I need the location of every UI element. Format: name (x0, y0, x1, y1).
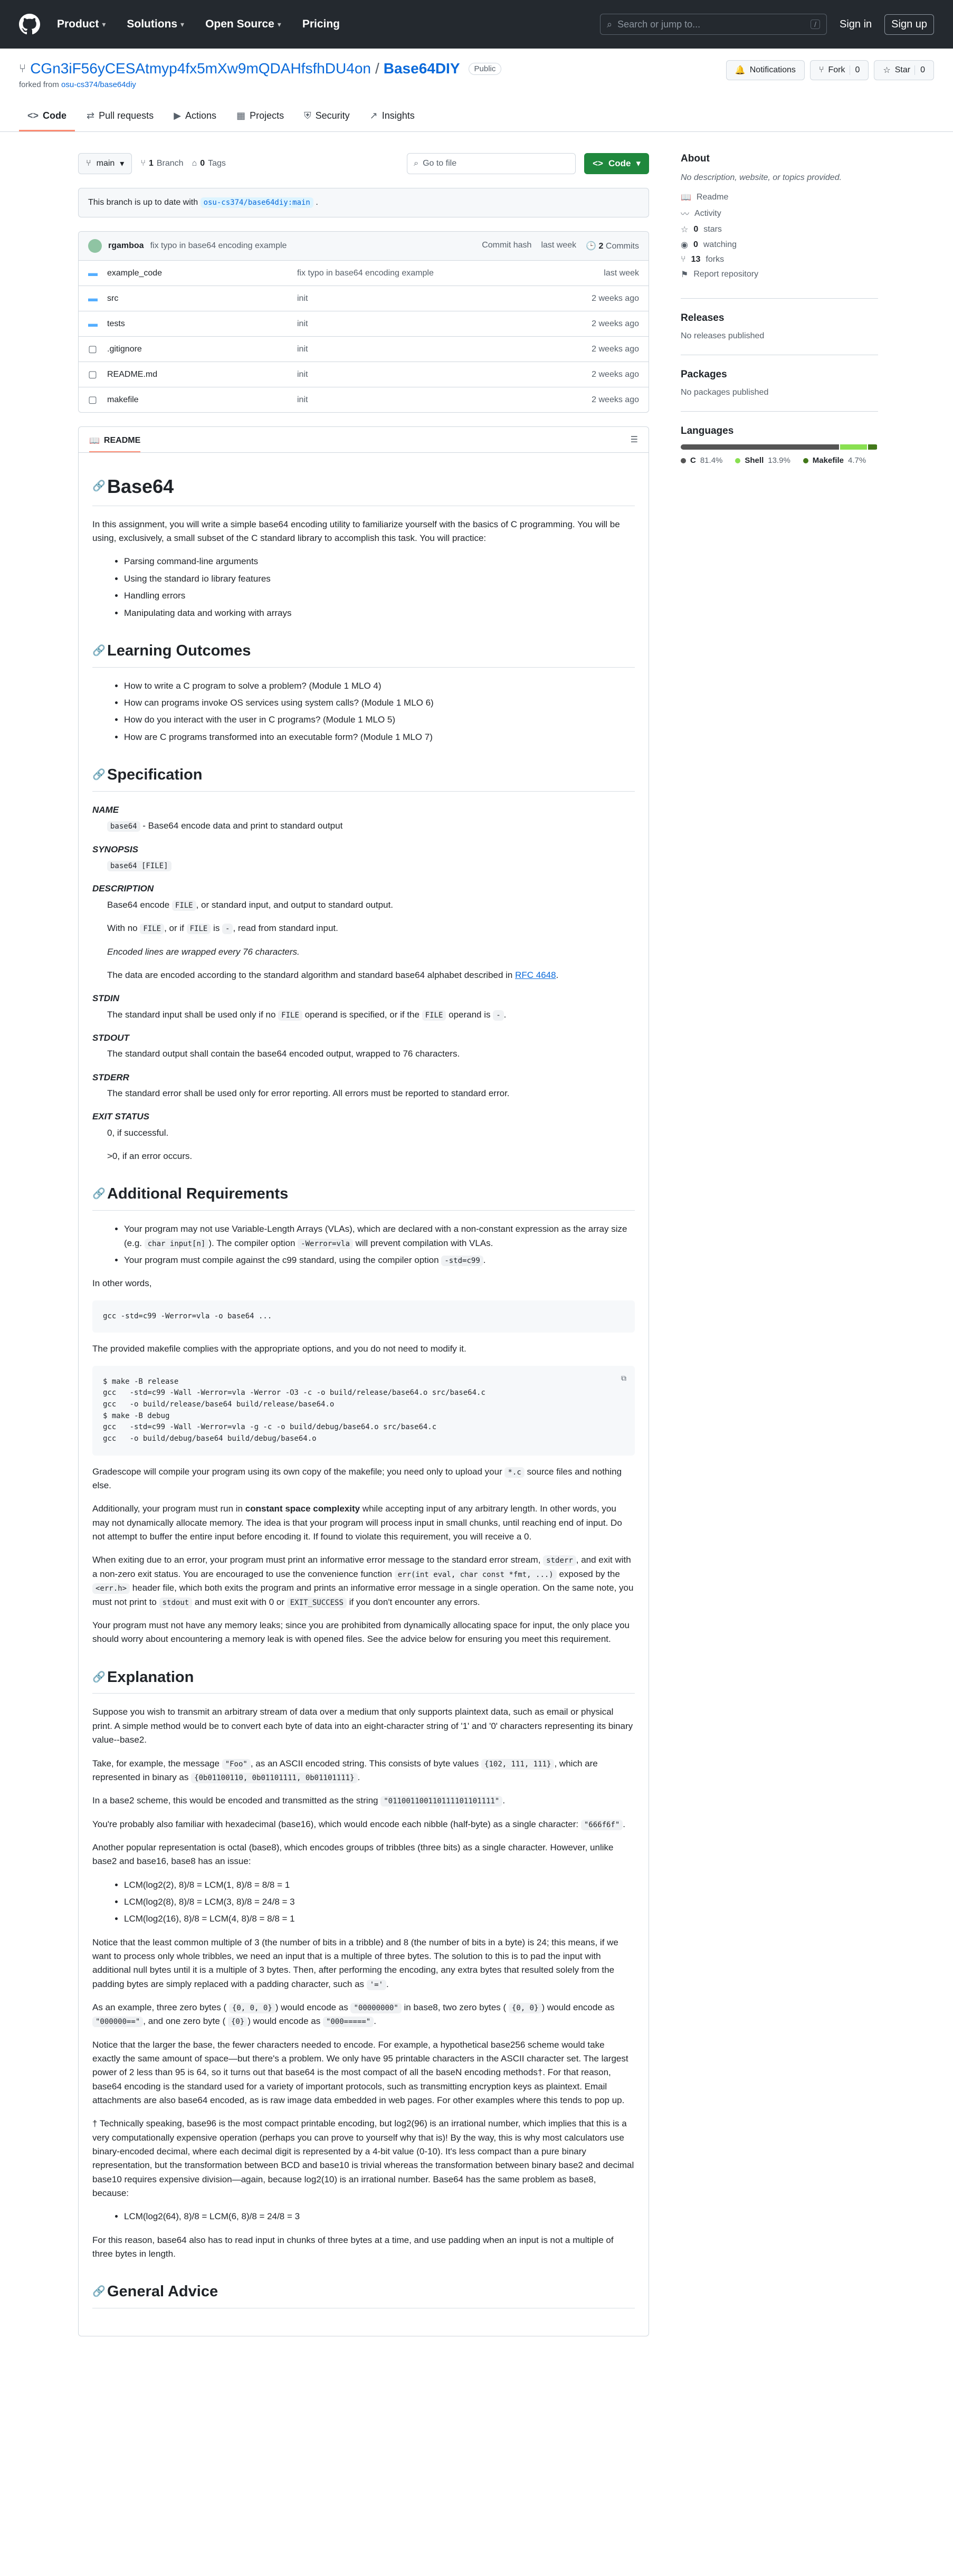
tags-link[interactable]: ⌂ 0 Tags (192, 159, 226, 168)
main-column (78, 153, 649, 2336)
branch-select-button[interactable]: ⑂ main ▾ (78, 153, 132, 174)
header-right (600, 14, 934, 35)
explanation-p5: Another popular representation is octal (base8), which encodes groups of tribbles (three bits) as a single character. However, unlike base2 and base16, base8 has an issue: (92, 1842, 614, 1867)
other-words-text: In other words, (92, 1278, 152, 1289)
visibility-badge: Public (469, 63, 502, 75)
list-item: • Using the standard io library features (124, 572, 635, 586)
commit-meta (482, 241, 639, 251)
readme-link[interactable]: 📖 Readme (681, 193, 729, 203)
spec-description-heading: DESCRIPTION (92, 883, 154, 894)
fork-button[interactable]: ⑂ Fork 0 (810, 60, 869, 80)
file-commit-message[interactable]: init (297, 319, 308, 328)
link-icon[interactable]: 🔗 (92, 2286, 106, 2298)
list-item: • How do you interact with the user in C programs? (Module 1 MLO 5) (124, 713, 635, 727)
about-heading: About (681, 153, 710, 164)
link-icon[interactable]: 🔗 (92, 644, 106, 657)
readme-header (79, 427, 649, 453)
spec-exit-heading: EXIT STATUS (92, 1111, 149, 1122)
commit-hash[interactable]: Commit hash (482, 241, 532, 250)
compile-command-block: gcc -std=c99 -Werror=vla -o base64 ... (92, 1300, 635, 1333)
language-name: C (690, 456, 696, 465)
list-item: • LCM(log2(64), 8)/8 = LCM(6, 8)/8 = 24/8 = 3 (124, 2210, 635, 2223)
list-item: • LCM(log2(8), 8)/8 = LCM(3, 8)/8 = 24/8 = 3 (124, 1895, 635, 1909)
error-handling-paragraph: When exiting due to an error, your program must print an informative error message to the standard error stream, stderr , and exit with a non-zero exit status. You are encouraged to use the convenience function err(int eval, char const *fmt, ...) exposed by the <err.h> header file, which both exits the program and prints an informative error message in a single operation. On the same note, you must not print to stdout and must exit with 0 or EXIT_SUCCESS if you don't encounter any errors. (92, 1555, 634, 1607)
nav-open-source[interactable]: Open Source ▾ (205, 18, 281, 30)
makefile-note: The provided makefile complies with the appropriate options, and you do not need to modify it. (92, 1344, 466, 1354)
explanation-p2: Take, for example, the message "Foo" , as an ASCII encoded string. This consists of byte values {102, 111, 111} , which are represented in binary as {0b01100110, 0b01101111, 0b01101111} . (92, 1758, 598, 1782)
memory-leaks-paragraph: Your program must not have any memory leaks; since you are prohibited from dynamically allocating space for input, the only place you should worry about encountering a memory leak is with opened files. See the advice below for ensuring you meet this requirement. (92, 1620, 630, 1645)
tab-security[interactable]: ⛨ Security (304, 110, 350, 121)
file-row-readme[interactable] (79, 362, 649, 387)
requirements-list (92, 1222, 635, 1267)
lcm-list (92, 1878, 635, 1926)
global-nav (57, 18, 340, 31)
chevron-down-icon: ▾ (636, 158, 641, 168)
spec-synopsis-text: base64 [FILE] (92, 859, 635, 872)
spec-exit-2: >0, if an error occurs. (107, 1151, 193, 1161)
branch-status-banner: This branch is up to date with osu-cs374/base64diy:main . (78, 188, 649, 217)
chevron-down-icon: ▾ (180, 20, 185, 28)
forked-from-line: forked from osu-cs374/base64diy (19, 80, 136, 89)
language-dot-icon (803, 458, 808, 463)
link-icon[interactable]: 🔗 (92, 1671, 106, 1683)
practice-list (92, 555, 635, 620)
forked-from-link[interactable]: osu-cs374/base64diy (61, 80, 136, 89)
stars-link[interactable]: ☆ 0 stars (681, 225, 722, 235)
file-date: 2 weeks ago (592, 369, 639, 379)
spec-exit-1: 0, if successful. (107, 1127, 169, 1138)
file-icon: ▢ (88, 369, 98, 379)
link-icon[interactable]: 🔗 (92, 480, 106, 492)
file-date: 2 weeks ago (592, 293, 639, 303)
rfc-link[interactable]: RFC 4648 (515, 969, 556, 980)
languages-section (681, 425, 878, 479)
code-icon: <> (27, 110, 39, 121)
file-table (78, 231, 649, 413)
file-date: last week (604, 268, 639, 278)
book-icon: 📖 (89, 436, 100, 445)
sign-in-link[interactable]: Sign in (840, 18, 872, 30)
file-name[interactable]: tests (107, 319, 125, 328)
link-icon[interactable]: 🔗 (92, 1188, 106, 1200)
spec-stdout-heading: STDOUT (92, 1032, 129, 1043)
pull-request-icon: ⇄ (87, 110, 95, 121)
folder-icon: ▬ (88, 318, 98, 329)
file-commit-message[interactable]: init (297, 369, 308, 379)
section-heading-additional-requirements: 🔗 Additional Requirements (92, 1182, 635, 1211)
avatar[interactable] (88, 239, 102, 253)
readme-box (78, 426, 649, 2336)
section-heading-explanation: 🔗 Explanation (92, 1666, 635, 1694)
releases-section (681, 312, 878, 355)
releases-text: No releases published (681, 331, 765, 341)
spec-stdin-text: The standard input shall be used only if no FILE operand is specified, or if the FILE operand is - . (107, 1009, 507, 1020)
spec-stderr-heading: STDERR (92, 1072, 129, 1082)
tab-pull-requests[interactable]: ⇄ Pull requests (87, 110, 154, 121)
repo-fork-icon: ⑂ (19, 62, 26, 75)
watchers-link[interactable]: ◉ 0 watching (681, 240, 737, 250)
global-header (0, 0, 953, 49)
section-heading-learning-outcomes: 🔗 Learning Outcomes (92, 639, 635, 668)
spec-desc-4: The data are encoded according to the standard algorithm and standard base64 alphabet described in RFC 4648. (107, 969, 559, 980)
shield-icon: ⛨ (304, 110, 311, 121)
about-section (681, 153, 878, 299)
file-row-gitignore[interactable] (79, 337, 649, 362)
commit-age: last week (541, 241, 577, 250)
file-name[interactable]: .gitignore (107, 344, 142, 354)
list-item: • Handling errors (124, 589, 635, 603)
tag-icon: ⌂ (192, 159, 197, 168)
language-percent: 13.9% (768, 456, 790, 465)
language-dot-icon (681, 458, 686, 463)
list-item: • Parsing command-line arguments (124, 555, 635, 568)
lcm64-list (92, 2210, 635, 2223)
spec-stdout-text: The standard output shall contain the base64 encoded output, wrapped to 76 characters. (107, 1049, 460, 1059)
chevron-down-icon: ▾ (277, 20, 281, 28)
history-icon: 🕒 (586, 242, 597, 251)
readme-content (79, 453, 649, 2336)
tab-projects[interactable]: ▦ Projects (236, 110, 284, 121)
flag-icon: ⚑ (681, 270, 689, 280)
spec-name-heading: NAME (92, 805, 119, 815)
intro-paragraph: In this assignment, you will write a simple base64 encoding utility to familiarize yourself with the basics of C programming. You will be using, exclusively, a small subset of the C standard library to accomplish this task. You will practice: (92, 519, 620, 544)
repo-actions (726, 60, 934, 80)
fork-icon: ⑂ (818, 65, 824, 74)
file-commit-message[interactable]: init (297, 344, 308, 354)
language-bar-segment (840, 444, 867, 450)
branches-link[interactable]: ⑂ 1 Branch (140, 159, 184, 168)
explanation-p9: † Technically speaking, base96 is the most compact printable encoding, but log2(96) is an irrational number, which implies that this is a very computationally expensive operation (perhaps you can prove to yourself why that is)! By the way, this is why most calculators use binary-encoded decimal, where each decimal digit is represented by a 4-bit value (0-10). It's less compact than a pure binary representation, but the transformation between BCD and base10 is trivial whereas the transformation between binary base2 and decimal base10 requires expensive division—again, because log2(10) is an irrational number. Base64 has the same problem as base8, because: (92, 2118, 634, 2199)
list-item: • LCM(log2(16), 8)/8 = LCM(4, 8)/8 = 8/8 = 1 (124, 1912, 635, 1926)
fork-count: 0 (850, 65, 860, 75)
repo-title (19, 60, 501, 77)
language-percent: 81.4% (700, 456, 723, 465)
constant-space-paragraph: Additionally, your program must run in constant space complexity while accepting input of any arbitrary length. In other words, you may not dynamically allocate memory. The idea is that your program will process input in small chunks, until reaching end of input. Do not attempt to buffer the entire input before encoding it. If found to violate this requirement, you will receive a 0. (92, 1504, 622, 1542)
spec-stderr-text: The standard error shall be used only for error reporting. All errors must be reported to standard error. (107, 1088, 510, 1098)
folder-icon: ▬ (88, 293, 98, 303)
github-logo-icon[interactable] (19, 14, 40, 35)
language-name: Makefile (812, 456, 844, 465)
nav-solutions[interactable]: Solutions ▾ (127, 18, 185, 30)
graph-icon: ↗ (369, 110, 378, 121)
outline-list-icon[interactable]: ☰ (630, 435, 638, 444)
play-icon: ▶ (174, 110, 182, 121)
language-bar-segment (868, 444, 877, 450)
file-commit-message[interactable]: fix typo in base64 encoding example (297, 268, 434, 278)
fork-icon: ⑂ (681, 255, 686, 264)
repo-tabs (19, 105, 934, 131)
branch-icon: ⑂ (86, 159, 91, 168)
language-list (681, 456, 878, 465)
packages-section (681, 369, 878, 412)
tab-code[interactable]: <> Code (19, 105, 75, 131)
list-item: • How to write a C program to solve a problem? (Module 1 MLO 4) (124, 679, 635, 693)
section-heading-general-advice: 🔗 General Advice (92, 2280, 635, 2308)
file-row-tests[interactable] (79, 311, 649, 337)
repo-layout (0, 132, 953, 2336)
spec-desc-3: Encoded lines are wrapped every 76 characters. (107, 946, 300, 957)
about-description: No description, website, or topics provided. (681, 173, 842, 182)
file-commit-message[interactable]: init (297, 293, 308, 303)
spec-synopsis-heading: SYNOPSIS (92, 844, 138, 854)
search-placeholder: Search or jump to... (617, 18, 701, 30)
language-bar (681, 444, 878, 450)
search-shortcut-key: / (811, 20, 820, 29)
packages-text: No packages published (681, 388, 769, 397)
repo-path-separator: / (375, 60, 379, 77)
explanation-p3: In a base2 scheme, this would be encoded and transmitted as the string "011001100110111101101111" . (92, 1795, 506, 1806)
list-item: • Manipulating data and working with arrays (124, 606, 635, 620)
bell-icon: 🔔 (735, 66, 746, 75)
spec-name-text: base64 - Base64 encode data and print to standard output (92, 819, 635, 833)
nav-pricing[interactable]: Pricing (302, 18, 340, 30)
file-icon: ▢ (88, 394, 98, 405)
gradescope-paragraph: Gradescope will compile your program using its own copy of the makefile; you need only to upload your *.c source files and nothing else. (92, 1466, 622, 1491)
explanation-p7: As an example, three zero bytes ( {0, 0, 0} ) would encode as "00000000" in base8, two zero bytes ( {0, 0} ) would encode as "000000==" , and one zero byte ( {0} ) would encode as "000=====" . (92, 2002, 615, 2027)
spec-stdin-heading: STDIN (92, 993, 119, 1004)
repo-header (0, 49, 953, 132)
language-item[interactable] (735, 456, 790, 465)
repo-title-row (19, 60, 934, 89)
chevron-down-icon: ▾ (120, 159, 125, 168)
language-name: Shell (745, 456, 764, 465)
file-toolbar (78, 153, 649, 174)
file-row-makefile[interactable] (79, 387, 649, 412)
star-count: 0 (914, 65, 925, 75)
explanation-p4: You're probably also familiar with hexadecimal (base16), which would encode each nibble (half-byte) as a single character: "666f6f" . (92, 1819, 626, 1829)
language-percent: 4.7% (848, 456, 866, 465)
report-repository-link[interactable]: ⚑ Report repository (681, 270, 759, 280)
repo-sidebar (681, 153, 878, 2336)
chevron-down-icon: ▾ (102, 20, 106, 28)
activity-link[interactable]: 〰 Activity (681, 207, 878, 220)
eye-icon: ◉ (681, 241, 688, 250)
repo-owner-link[interactable]: CGn3iF56yCESAtmyp4fx5mXw9mQDAHfsfhDU4on (30, 60, 371, 77)
language-dot-icon (735, 458, 740, 463)
list-item: • LCM(log2(2), 8)/8 = LCM(1, 8)/8 = 8/8 = 1 (124, 1878, 635, 1892)
spec-desc-2: With no FILE , or if FILE is - , read from standard input. (107, 923, 338, 934)
star-icon: ☆ (681, 225, 689, 235)
tab-insights[interactable]: ↗ Insights (369, 110, 415, 121)
readme-title: 🔗 Base64 (92, 472, 635, 506)
link-icon[interactable]: 🔗 (92, 769, 106, 781)
readme-tab[interactable]: 📖 README (89, 435, 140, 452)
section-heading-specification: 🔗 Specification (92, 763, 635, 792)
language-item[interactable] (803, 456, 866, 465)
releases-heading[interactable]: Releases (681, 312, 725, 324)
packages-heading[interactable]: Packages (681, 369, 727, 381)
code-icon: <> (593, 158, 603, 168)
file-date: 2 weeks ago (592, 395, 639, 404)
search-icon: ⌕ (607, 18, 613, 30)
search-icon: ⌕ (414, 159, 419, 168)
list-item: • How can programs invoke OS services using system calls? (Module 1 MLO 6) (124, 696, 635, 710)
file-commit-message[interactable]: init (297, 395, 308, 404)
latest-commit-row (79, 232, 649, 261)
upstream-ref[interactable]: osu-cs374/base64diy:main (201, 197, 313, 208)
explanation-p8: Notice that the larger the base, the fewer characters needed to encode. For example, a hypothetical base256 scheme would take exactly the same amount of space—but there's a problem. We only have 95 printable characters in the ASCII character set. The largest power of 2 less than 95 is 64, so it turns out that base64 is the most compact of all the baseN encoding methods†. For that reason, base64 encoding is the standard used for a variety of important protocols, such as transmitting encryption keys as plaintext. Email attachments are also base64 encoded, as is raw image data embedded in web pages. For other examples where this tends to pop up. (92, 2039, 628, 2106)
star-button[interactable]: ☆ Star 0 (874, 60, 934, 80)
commit-message[interactable]: fix typo in base64 encoding example (150, 241, 287, 250)
commits-history-link[interactable]: 🕒 2 Commits (586, 242, 639, 251)
explanation-p6: Notice that the least common multiple of 3 (the number of bits in a tribble) and 8 (the number of bits in a byte) is 24; this means, if we want to process only whole tribbles, we need an input that is a multiple of three bytes. The solution to this is to pad the input with additional null bytes until it is a multiple of 3 bytes. Then, after performing the encoding, any extra bytes that resulted solely from the padding bytes are simply replaced with a padding character, such as '=' . (92, 1937, 618, 1989)
list-item: • How are C programs transformed into an executable form? (Module 1 MLO 7) (124, 730, 635, 744)
file-icon: ▢ (88, 344, 98, 354)
file-name[interactable]: makefile (107, 395, 139, 404)
file-date: 2 weeks ago (592, 319, 639, 328)
language-item[interactable] (681, 456, 722, 465)
code-dropdown-button[interactable]: <> Code ▾ (584, 153, 649, 174)
tab-actions[interactable]: ▶ Actions (174, 110, 217, 121)
go-to-file-input[interactable]: ⌕ Go to file (407, 153, 576, 174)
file-row-example-code[interactable] (79, 261, 649, 286)
sign-up-button[interactable]: Sign up (884, 14, 934, 35)
forks-link[interactable]: ⑂ 13 forks (681, 255, 725, 264)
file-date: 2 weeks ago (592, 344, 639, 354)
nav-product[interactable]: Product ▾ (57, 18, 106, 30)
file-name[interactable]: src (107, 293, 119, 303)
explanation-p1: Suppose you wish to transmit an arbitrary stream of data over a medium that only supports plaintext data, such as email or physical print. A simple method would be to convert each byte of data into an eight-character string of '1' and '0' characters representing its binary value--base2. (92, 1707, 633, 1745)
table-icon: ▦ (236, 110, 246, 121)
spec-desc-1: Base64 encode FILE , or standard input, and output to standard output. (107, 899, 393, 910)
list-item: • Your program must compile against the c99 standard, using the compiler option -std=c99 . (124, 1253, 635, 1267)
commit-author[interactable]: rgamboa (108, 241, 144, 250)
file-row-src[interactable] (79, 286, 649, 311)
global-search[interactable] (600, 14, 827, 35)
explanation-p10: For this reason, base64 also has to read input in chunks of three bytes at a time, and use padding when an input is not a multiple of three bytes in length. (92, 2235, 614, 2259)
folder-icon: ▬ (88, 268, 98, 278)
pulse-icon: 〰 (681, 210, 690, 220)
languages-heading: Languages (681, 425, 734, 437)
list-item: • Your program may not use Variable-Length Arrays (VLAs), which are declared with a non-constant expression as the array size (e.g. char input[n] ). The compiler option -Werror=vla will prevent compilation with VLAs. (124, 1222, 635, 1250)
branch-icon: ⑂ (140, 159, 146, 168)
repo-name-link[interactable]: Base64DIY (383, 60, 460, 77)
copy-icon[interactable]: ⧉ (621, 1374, 626, 1383)
outcomes-list (92, 679, 635, 744)
language-bar-segment (681, 444, 839, 450)
file-name[interactable]: example_code (107, 268, 163, 278)
make-output-block: ⧉ $ make -B release gcc -std=c99 -Wall -Werror=vla -Werror -O3 -c -o build/release/base64.o src/base64.c gcc -o build/release/base64 build/release/base64.o $ make -B debug gcc -std=c99 -Wall -Werror=vla -g -c -o build/debug/base64.o src/base64.c gcc -o build/debug/base64 build/debug/base64.o (92, 1366, 635, 1456)
notifications-button[interactable]: 🔔 Notifications (726, 60, 805, 80)
file-name[interactable]: README.md (107, 369, 158, 379)
star-icon: ☆ (883, 66, 891, 75)
book-icon: 📖 (681, 193, 691, 203)
